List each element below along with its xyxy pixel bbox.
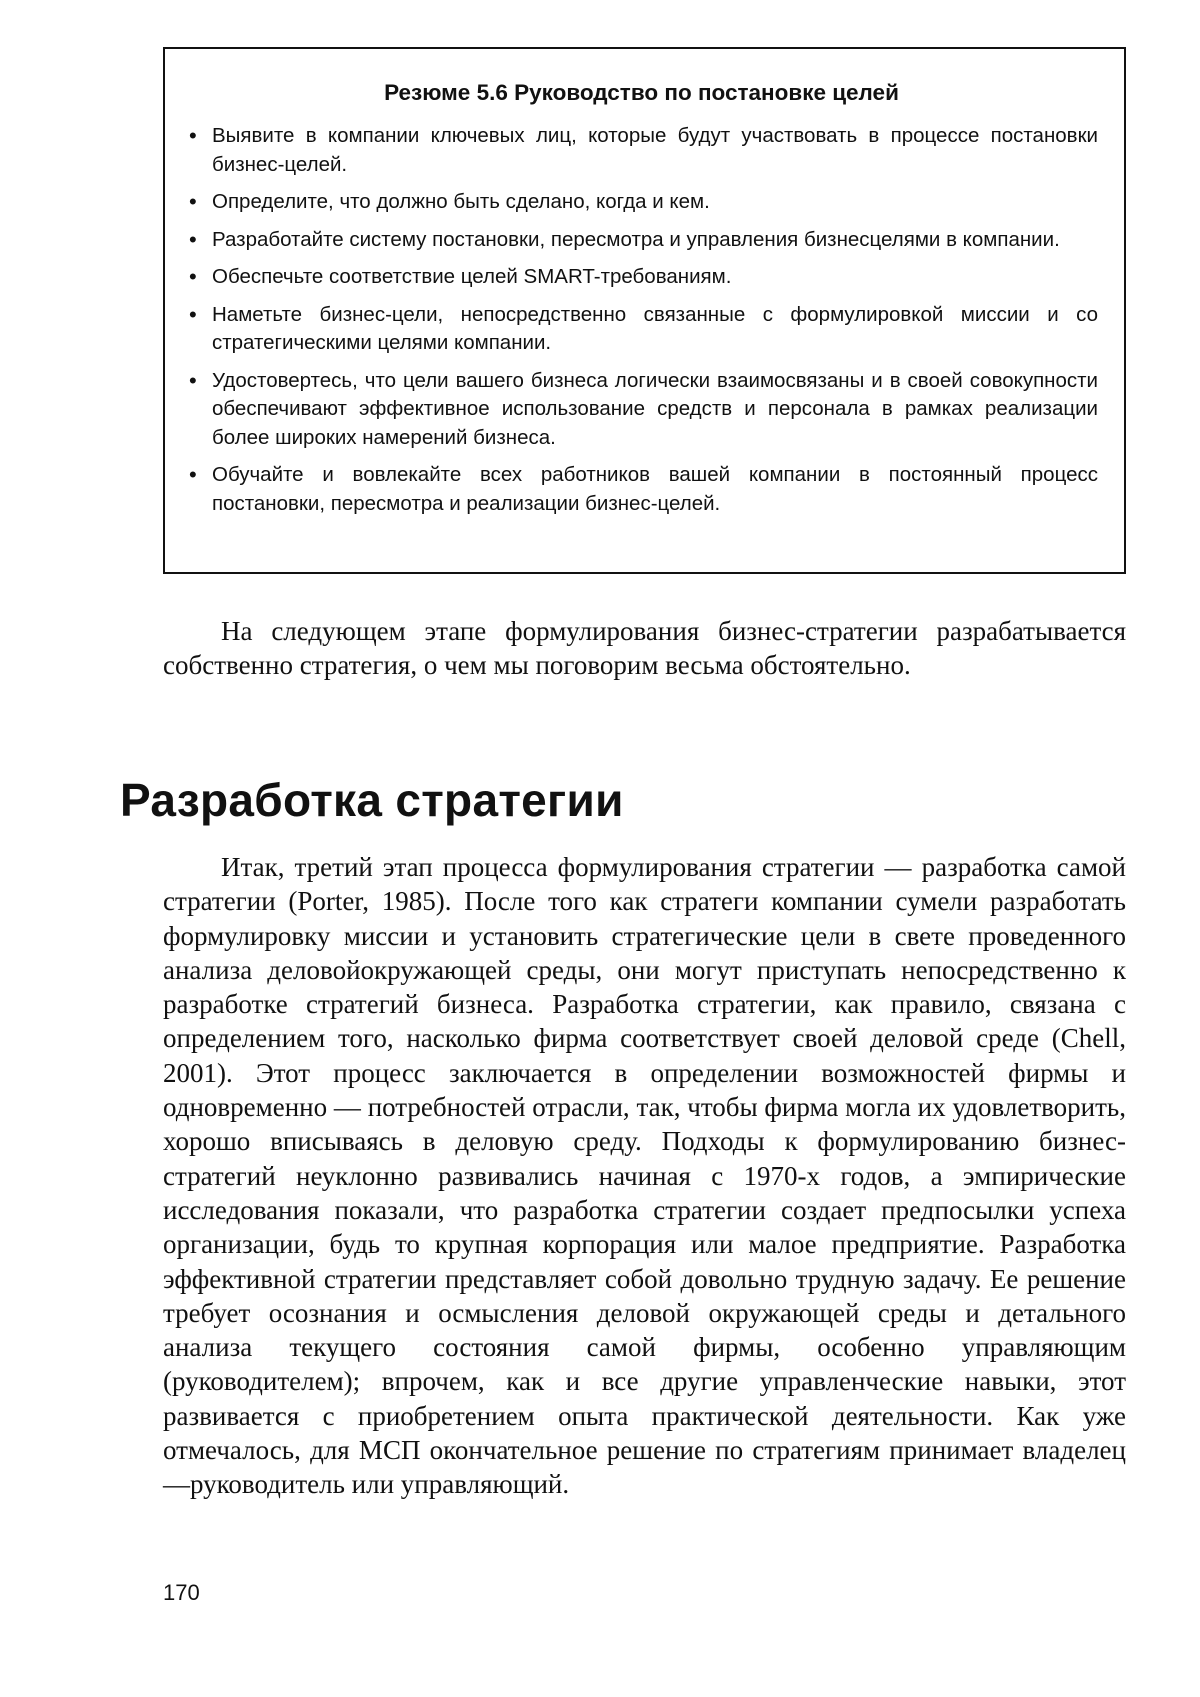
summary-item: • Обеспечьте соответствие целей SMART-требованиям. bbox=[185, 263, 1098, 292]
section-heading: Разработка стратегии bbox=[120, 774, 624, 826]
summary-item: • Определите, что должно быть сделано, когда и кем. bbox=[185, 188, 1098, 217]
page-number: 170 bbox=[163, 1580, 200, 1605]
summary-item: • Разработайте систему постановки, пересмотра и управления бизнесцелями в компании. bbox=[185, 226, 1098, 255]
summary-item: • Наметьте бизнес-цели, непосредственно связанные с формулировкой миссии и со стратегическими целями компании. bbox=[185, 301, 1098, 358]
summary-item: • Обучайте и вовлекайте всех работников вашей компании в постоянный процесс постановки, пересмотра и реализации бизнес-целей. bbox=[185, 461, 1098, 518]
intro-paragraph: На следующем этапе формулирования бизнес-стратегии разрабатывается собственно стратегия, о чем мы поговорим весьма обстоятельно. bbox=[163, 616, 1126, 681]
summary-item: • Удостовертесь, что цели вашего бизнеса логически взаимосвязаны и в своей совокупности обеспечивают эффективное использование средств и персонала в рамках реализации более широких намерений бизнеса. bbox=[185, 367, 1098, 453]
summary-list bbox=[185, 122, 1098, 518]
main-paragraph: Итак, третий этап процесса формулирования стратегии — разработка самой стратегии (Porter, 1985). После того как стратеги компании сумели разработать формулировку миссии и установить стратегические цели в свете проведенного анализа деловойокружающей среды, они могут приступать непосредственно к разработке стратегий бизнеса. Разработка стратегии, как правило, связана с определением того, насколько фирма соответствует своей деловой среде (Chell, 2001). Этот процесс заключается в определении возможностей фирмы и одновременно — потребностей отрасли, так, чтобы фирма могла их удовлетворить, хорошо вписываясь в деловую среду. Подходы к формулированию бизнес-стратегий неуклонно развивались начиная с 1970-х годов, а эмпирические исследования показали, что разработка стратегии создает предпосылки успеха организации, будь то крупная корпорация или малое предприятие. Разработка эффективной стратегии представляет собой довольно трудную задачу. Ее решение требует осознания и осмысления деловой окружающей среды и детального анализа текущего состояния самой фирмы, особенно управляющим (руководителем); впрочем, как и все другие управленческие навыки, этот развивается с приобретением опыта практической деятельности. Как уже отмечалось, для МСП окончательное решение по стратегиям принимает владелец—руководитель или управляющий. bbox=[163, 852, 1126, 1500]
summary-box bbox=[163, 47, 1126, 574]
summary-item: • Выявите в компании ключевых лиц, которые будут участвовать в процессе постановки бизнес-целей. bbox=[185, 122, 1098, 179]
summary-title: Резюме 5.6 Руководство по постановке целей bbox=[384, 80, 899, 105]
